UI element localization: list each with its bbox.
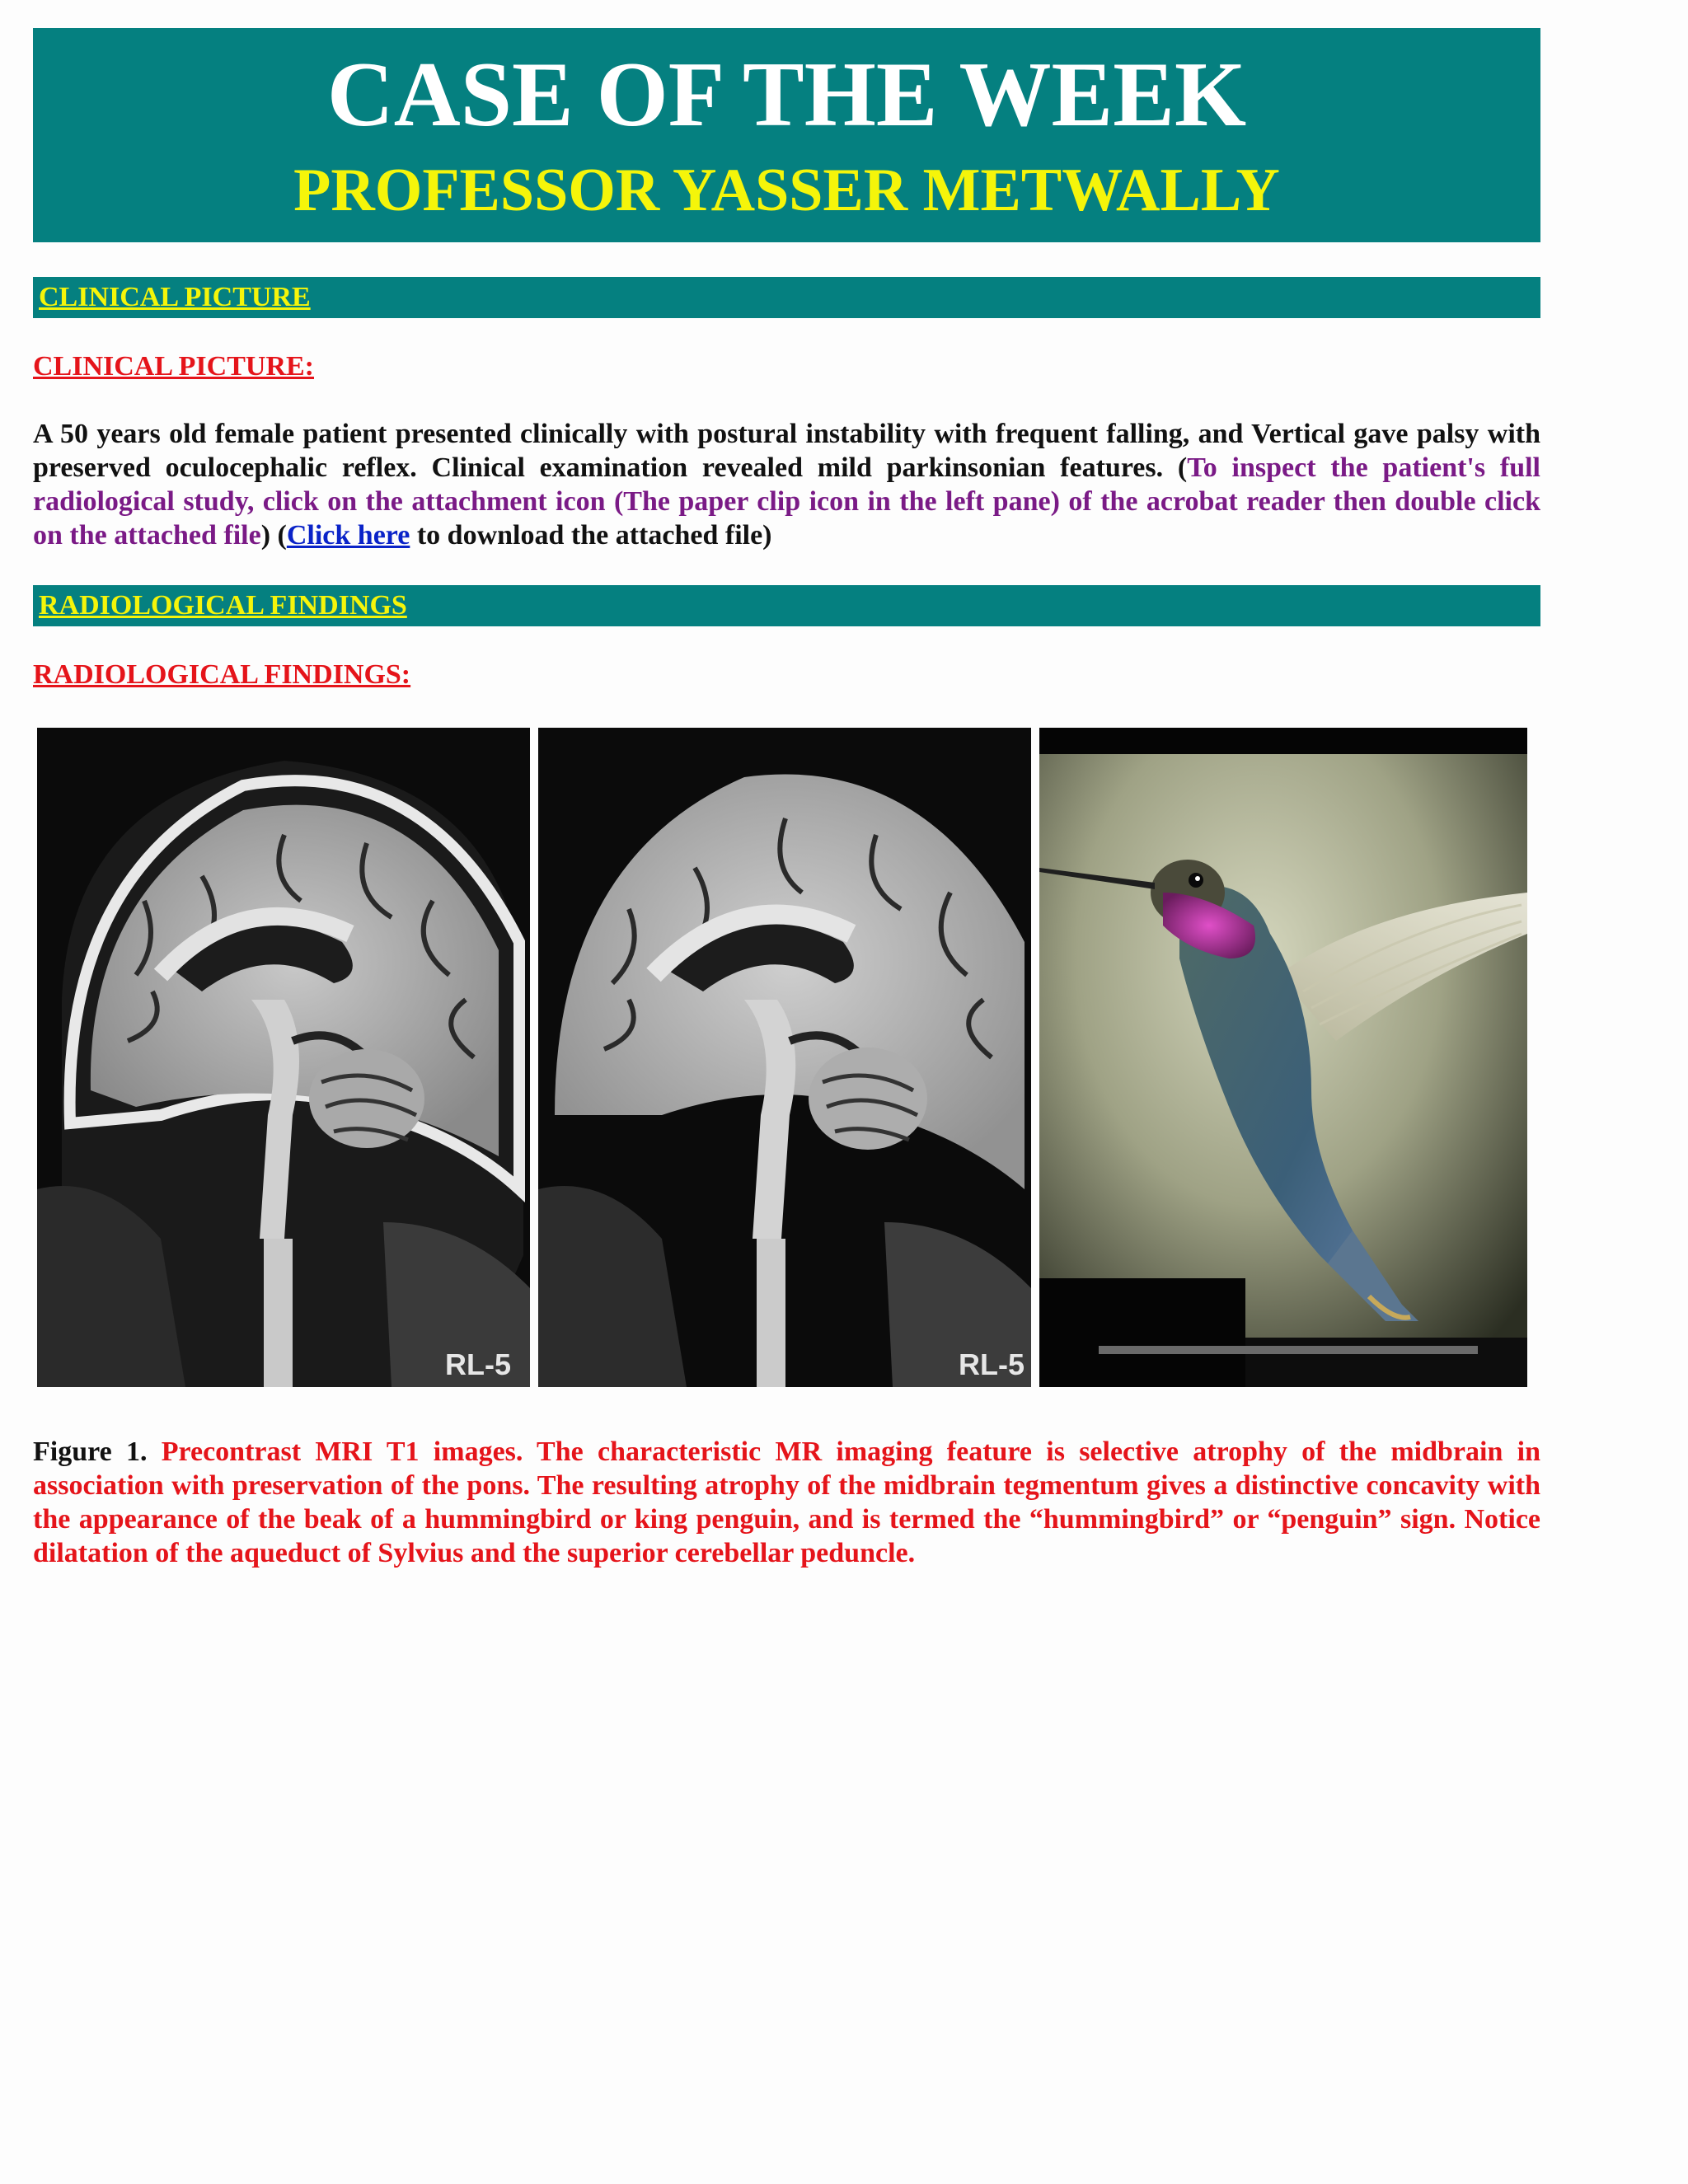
clinical-text-end: to download the attached file) [410, 520, 772, 551]
clinical-section-bar [33, 277, 1540, 318]
mri-image-1 [37, 728, 530, 1387]
caption-text: Precontrast MRI T1 images. The characteristic MR imaging feature is selective atrophy of the midbrain in association with preservation of the pons. The resulting atrophy of the midbrain tegmentum gives a distinctive concavity with the appearance of the beak of a hummingbird or king penguin, and is termed the “hummingbird” or “penguin” sign. Notice dilatation of the aqueduct of Sylvius and the superior cerebellar peduncle. [33, 1436, 1540, 1568]
caption-label: Figure 1. [33, 1436, 148, 1467]
clinical-heading: CLINICAL PICTURE: [33, 351, 314, 382]
clinical-text-mid: ) ( [260, 520, 287, 551]
download-link[interactable]: Click here [286, 520, 410, 551]
radiology-section-link[interactable]: RADIOLOGICAL FINDINGS [39, 590, 407, 621]
clinical-paragraph [33, 417, 1540, 552]
attachment-instructions: To inspect the patient's full radiological study, click on the attachment icon (The paper clip icon in the left pane) of the acrobat reader then double click on the attached file [33, 452, 1540, 551]
clinical-text-main: A 50 years old female patient presented clinically with postural instability with frequent falling, and Vertical gave palsy with preserved oculocephalic reflex. Clinical examination revealed mild parkinsonian features. ( [33, 419, 1540, 483]
figure-images [33, 728, 1540, 1387]
radiology-heading: RADIOLOGICAL FINDINGS: [33, 659, 411, 690]
figure-caption [33, 1435, 1540, 1570]
radiology-section-bar [33, 585, 1540, 626]
clinical-section-link[interactable]: CLINICAL PICTURE [39, 282, 311, 312]
mri-label-1: RL-5 [445, 1347, 511, 1381]
author-subtitle: PROFESSOR YASSER METWALLY [293, 156, 1280, 224]
page-title: CASE OF THE WEEK [326, 44, 1247, 147]
hummingbird-image [1039, 728, 1527, 1387]
mri-label-2: RL-5 [959, 1347, 1025, 1381]
title-banner [33, 28, 1540, 242]
mri-image-2 [538, 728, 1031, 1387]
document-page [33, 28, 1540, 1570]
